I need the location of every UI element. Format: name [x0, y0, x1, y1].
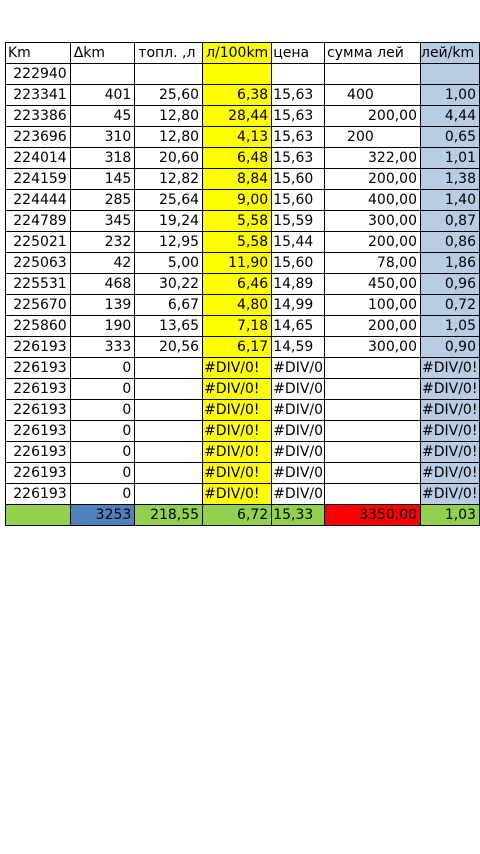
fuel-log-table — [5, 42, 480, 526]
cell-price[interactable]: 14,89 — [272, 274, 325, 295]
table-row — [6, 274, 480, 295]
table-row — [6, 106, 480, 127]
cell-km[interactable]: 226193 — [6, 358, 71, 379]
table-row — [6, 211, 480, 232]
cell-delta-km[interactable]: 310 — [70, 127, 135, 148]
cell-km[interactable]: 223341 — [6, 85, 71, 106]
cell-lei-per-km[interactable]: 1,05 — [421, 316, 480, 337]
cell-sum-lei[interactable] — [325, 484, 421, 505]
cell-delta-km[interactable]: Δkm — [70, 43, 135, 64]
cell-lei-per-km[interactable]: #DIV/0! — [421, 379, 480, 400]
cell-sum-lei[interactable]: 200,00 — [325, 106, 421, 127]
cell-fuel-liters[interactable] — [135, 379, 203, 400]
cell-km[interactable]: 223386 — [6, 106, 71, 127]
table-row — [6, 253, 480, 274]
cell-fuel-liters[interactable]: 6,67 — [135, 295, 203, 316]
cell-delta-km[interactable]: 333 — [70, 337, 135, 358]
cell-delta-km[interactable]: 0 — [70, 379, 135, 400]
cell-lei-per-km[interactable]: 1,86 — [421, 253, 480, 274]
cell-fuel-liters[interactable]: 20,56 — [135, 337, 203, 358]
cell-lei-per-km[interactable]: 1,38 — [421, 169, 480, 190]
cell-fuel-liters[interactable] — [135, 484, 203, 505]
cell-lei-per-km[interactable] — [421, 64, 480, 85]
table-row — [6, 463, 480, 484]
cell-liters-per-100km[interactable]: 28,44 — [203, 106, 272, 127]
cell-liters-per-100km[interactable]: 6,38 — [203, 85, 272, 106]
cell-sum-lei[interactable]: 200,00 — [325, 169, 421, 190]
cell-km[interactable]: 222940 — [6, 64, 71, 85]
cell-km[interactable]: 226193 — [6, 337, 71, 358]
cell-price[interactable]: #DIV/0 — [272, 484, 325, 505]
cell-fuel-liters[interactable] — [135, 421, 203, 442]
cell-price[interactable]: 15,63 — [272, 106, 325, 127]
cell-fuel-liters[interactable]: 25,60 — [135, 85, 203, 106]
cell-delta-km[interactable]: 318 — [70, 148, 135, 169]
cell-delta-km[interactable]: 139 — [70, 295, 135, 316]
cell-km[interactable]: 226193 — [6, 400, 71, 421]
cell-delta-km[interactable]: 42 — [70, 253, 135, 274]
cell-delta-km[interactable] — [70, 64, 135, 85]
cell-delta-km[interactable]: 45 — [70, 106, 135, 127]
cell-delta-km[interactable]: 401 — [70, 85, 135, 106]
cell-liters-per-100km[interactable]: 4,80 — [203, 295, 272, 316]
table-row — [6, 484, 480, 505]
table-row — [6, 400, 480, 421]
cell-km[interactable]: 224789 — [6, 211, 71, 232]
table-row — [6, 442, 480, 463]
cell-km[interactable]: 225063 — [6, 253, 71, 274]
cell-liters-per-100km[interactable]: #DIV/0! — [203, 421, 272, 442]
cell-price[interactable]: #DIV/0 — [272, 463, 325, 484]
table-row — [6, 295, 480, 316]
cell-lei-per-km[interactable]: 1,40 — [421, 190, 480, 211]
cell-lei-per-km[interactable]: #DIV/0! — [421, 442, 480, 463]
cell-price[interactable]: #DIV/0 — [272, 379, 325, 400]
cell-fuel-liters[interactable] — [135, 463, 203, 484]
cell-lei-per-km[interactable]: 0,65 — [421, 127, 480, 148]
cell-sum-lei[interactable]: 3350,00 — [325, 505, 421, 526]
cell-lei-per-km[interactable]: 1,00 — [421, 85, 480, 106]
cell-delta-km[interactable]: 0 — [70, 484, 135, 505]
table-row — [6, 127, 480, 148]
cell-price[interactable]: 14,99 — [272, 295, 325, 316]
cell-liters-per-100km[interactable]: 9,00 — [203, 190, 272, 211]
cell-km[interactable]: 226193 — [6, 379, 71, 400]
cell-sum-lei[interactable]: сумма лей — [325, 43, 421, 64]
cell-liters-per-100km[interactable]: 6,72 — [203, 505, 272, 526]
cell-sum-lei[interactable] — [325, 421, 421, 442]
cell-km[interactable]: 224014 — [6, 148, 71, 169]
cell-sum-lei[interactable] — [325, 463, 421, 484]
cell-price[interactable]: #DIV/0 — [272, 442, 325, 463]
cell-lei-per-km[interactable]: #DIV/0! — [421, 358, 480, 379]
cell-fuel-liters[interactable] — [135, 400, 203, 421]
cell-km[interactable]: 226193 — [6, 421, 71, 442]
cell-delta-km[interactable]: 0 — [70, 463, 135, 484]
cell-liters-per-100km[interactable]: #DIV/0! — [203, 358, 272, 379]
cell-delta-km[interactable]: 0 — [70, 421, 135, 442]
table-row — [6, 190, 480, 211]
cell-sum-lei[interactable]: 300,00 — [325, 337, 421, 358]
cell-delta-km[interactable]: 145 — [70, 169, 135, 190]
cell-price[interactable]: 14,65 — [272, 316, 325, 337]
cell-fuel-liters[interactable]: 12,82 — [135, 169, 203, 190]
cell-price[interactable]: 15,33 — [272, 505, 325, 526]
cell-sum-lei[interactable]: 200 — [325, 127, 421, 148]
cell-sum-lei[interactable]: 450,00 — [325, 274, 421, 295]
spreadsheet — [5, 42, 480, 526]
cell-lei-per-km[interactable]: 0,87 — [421, 211, 480, 232]
table-row — [6, 169, 480, 190]
cell-lei-per-km[interactable]: #DIV/0! — [421, 421, 480, 442]
cell-delta-km[interactable]: 3253 — [70, 505, 135, 526]
totals-row — [6, 505, 480, 526]
cell-lei-per-km[interactable]: 1,01 — [421, 148, 480, 169]
cell-fuel-liters[interactable]: 12,80 — [135, 127, 203, 148]
cell-sum-lei[interactable]: 100,00 — [325, 295, 421, 316]
cell-lei-per-km[interactable]: #DIV/0! — [421, 463, 480, 484]
cell-km[interactable]: 224159 — [6, 169, 71, 190]
cell-km[interactable]: 226193 — [6, 484, 71, 505]
cell-fuel-liters[interactable]: 19,24 — [135, 211, 203, 232]
cell-lei-per-km[interactable]: #DIV/0! — [421, 484, 480, 505]
table-row — [6, 379, 480, 400]
cell-fuel-liters[interactable]: 12,80 — [135, 106, 203, 127]
cell-liters-per-100km[interactable]: 7,18 — [203, 316, 272, 337]
cell-sum-lei[interactable] — [325, 442, 421, 463]
cell-price[interactable]: 15,60 — [272, 253, 325, 274]
cell-fuel-liters[interactable] — [135, 442, 203, 463]
cell-sum-lei[interactable]: 400,00 — [325, 190, 421, 211]
cell-liters-per-100km[interactable]: #DIV/0! — [203, 400, 272, 421]
cell-fuel-liters[interactable] — [135, 64, 203, 85]
cell-delta-km[interactable]: 468 — [70, 274, 135, 295]
cell-liters-per-100km[interactable]: 6,48 — [203, 148, 272, 169]
cell-km[interactable]: 226193 — [6, 442, 71, 463]
table-body — [6, 43, 480, 526]
cell-liters-per-100km[interactable]: #DIV/0! — [203, 484, 272, 505]
header-row — [6, 43, 480, 64]
cell-price[interactable]: 15,60 — [272, 169, 325, 190]
cell-delta-km[interactable]: 285 — [70, 190, 135, 211]
cell-km[interactable]: 225670 — [6, 295, 71, 316]
cell-lei-per-km[interactable]: лей/km — [421, 43, 480, 64]
cell-liters-per-100km[interactable]: 5,58 — [203, 232, 272, 253]
cell-fuel-liters[interactable]: 218,55 — [135, 505, 203, 526]
cell-price[interactable]: 15,63 — [272, 127, 325, 148]
cell-liters-per-100km[interactable]: 5,58 — [203, 211, 272, 232]
cell-lei-per-km[interactable]: 0,90 — [421, 337, 480, 358]
cell-liters-per-100km[interactable]: 11,90 — [203, 253, 272, 274]
cell-km[interactable]: 224444 — [6, 190, 71, 211]
cell-km[interactable]: 226193 — [6, 463, 71, 484]
cell-liters-per-100km[interactable] — [203, 64, 272, 85]
cell-fuel-liters[interactable]: 25,64 — [135, 190, 203, 211]
cell-delta-km[interactable]: 0 — [70, 442, 135, 463]
cell-delta-km[interactable]: 232 — [70, 232, 135, 253]
cell-sum-lei[interactable] — [325, 400, 421, 421]
table-row — [6, 337, 480, 358]
cell-km[interactable]: 223696 — [6, 127, 71, 148]
cell-liters-per-100km[interactable]: 6,46 — [203, 274, 272, 295]
cell-km[interactable]: Km — [6, 43, 71, 64]
cell-lei-per-km[interactable]: 4,44 — [421, 106, 480, 127]
cell-fuel-liters[interactable] — [135, 358, 203, 379]
cell-delta-km[interactable]: 0 — [70, 358, 135, 379]
cell-sum-lei[interactable]: 400 — [325, 85, 421, 106]
cell-price[interactable]: #DIV/0 — [272, 400, 325, 421]
table-row — [6, 421, 480, 442]
cell-liters-per-100km[interactable]: #DIV/0! — [203, 379, 272, 400]
cell-sum-lei[interactable]: 300,00 — [325, 211, 421, 232]
cell-fuel-liters[interactable]: 30,22 — [135, 274, 203, 295]
cell-price[interactable] — [272, 64, 325, 85]
cell-fuel-liters[interactable]: 5,00 — [135, 253, 203, 274]
cell-fuel-liters[interactable]: топл. ,л — [135, 43, 203, 64]
cell-sum-lei[interactable] — [325, 379, 421, 400]
cell-fuel-liters[interactable]: 13,65 — [135, 316, 203, 337]
cell-fuel-liters[interactable]: 20,60 — [135, 148, 203, 169]
cell-price[interactable]: цена — [272, 43, 325, 64]
cell-price[interactable]: #DIV/0 — [272, 358, 325, 379]
table-row — [6, 232, 480, 253]
cell-sum-lei[interactable]: 200,00 — [325, 232, 421, 253]
cell-km[interactable]: 225021 — [6, 232, 71, 253]
cell-fuel-liters[interactable]: 12,95 — [135, 232, 203, 253]
cell-liters-per-100km[interactable]: 6,17 — [203, 337, 272, 358]
cell-price[interactable]: #DIV/0 — [272, 421, 325, 442]
cell-delta-km[interactable]: 345 — [70, 211, 135, 232]
cell-price[interactable]: 15,63 — [272, 85, 325, 106]
cell-sum-lei[interactable] — [325, 358, 421, 379]
cell-price[interactable]: 15,63 — [272, 148, 325, 169]
cell-price[interactable]: 14,59 — [272, 337, 325, 358]
table-row — [6, 316, 480, 337]
cell-km[interactable]: 225860 — [6, 316, 71, 337]
cell-km[interactable]: 225531 — [6, 274, 71, 295]
cell-lei-per-km[interactable]: 0,96 — [421, 274, 480, 295]
cell-liters-per-100km[interactable]: 8,84 — [203, 169, 272, 190]
cell-delta-km[interactable]: 190 — [70, 316, 135, 337]
cell-sum-lei[interactable]: 322,00 — [325, 148, 421, 169]
cell-liters-per-100km[interactable]: #DIV/0! — [203, 442, 272, 463]
cell-sum-lei[interactable]: 78,00 — [325, 253, 421, 274]
table-row — [6, 148, 480, 169]
table-row — [6, 85, 480, 106]
table-row — [6, 358, 480, 379]
cell-km[interactable] — [6, 505, 71, 526]
cell-liters-per-100km[interactable]: л/100km — [203, 43, 272, 64]
cell-price[interactable]: 15,59 — [272, 211, 325, 232]
cell-liters-per-100km[interactable]: 4,13 — [203, 127, 272, 148]
cell-price[interactable]: 15,60 — [272, 190, 325, 211]
cell-lei-per-km[interactable]: #DIV/0! — [421, 400, 480, 421]
cell-liters-per-100km[interactable]: #DIV/0! — [203, 463, 272, 484]
cell-price[interactable]: 15,44 — [272, 232, 325, 253]
cell-lei-per-km[interactable]: 0,72 — [421, 295, 480, 316]
cell-sum-lei[interactable] — [325, 64, 421, 85]
cell-delta-km[interactable]: 0 — [70, 400, 135, 421]
table-row — [6, 64, 480, 85]
cell-lei-per-km[interactable]: 1,03 — [421, 505, 480, 526]
cell-sum-lei[interactable]: 200,00 — [325, 316, 421, 337]
cell-lei-per-km[interactable]: 0,86 — [421, 232, 480, 253]
